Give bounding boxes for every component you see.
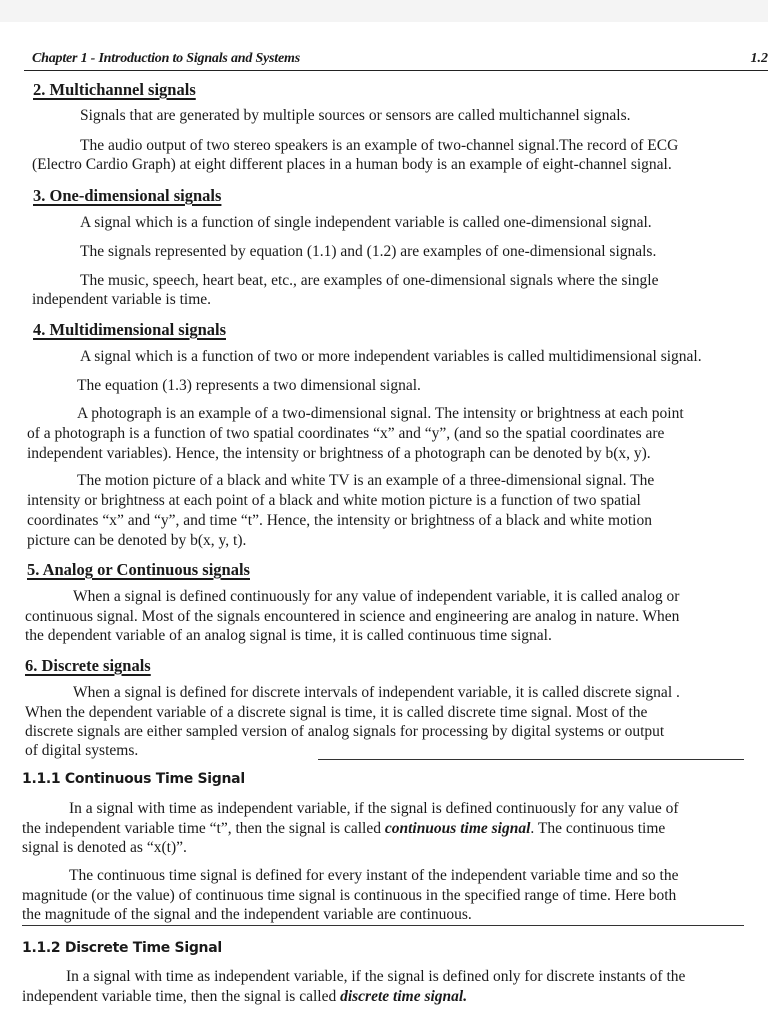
divider-rule [318,759,744,760]
heading-discrete: 6. Discrete signals [25,656,151,675]
heading-discrete-time-signal: 1.1.2 Discrete Time Signal [22,940,222,956]
text-run: independent variable time, then the signal is called [22,988,341,1005]
divider-rule [22,925,744,926]
paragraph-line: When a signal is defined for discrete intervals of independent variable, it is called discrete signal . [73,684,680,701]
paragraph-line: A signal which is a function of single independent variable is called one-dimensional signal. [80,214,652,231]
paragraph-line [22,819,665,839]
paragraph-line: In a signal with time as independent variable, if the signal is defined continuously for any value of [69,800,679,817]
paragraph-line: The music, speech, heart beat, etc., are examples of one-dimensional signals where the single [80,272,659,289]
paragraph-line: coordinates “x” and “y”, and time “t”. Hence, the intensity or brightness of a black and white motion [27,512,652,529]
paragraph-line: the magnitude of the signal and the independent variable are continuous. [22,906,472,923]
heading-continuous-time-signal: 1.1.1 Continuous Time Signal [22,771,245,787]
paragraph-line: When a signal is defined continuously for any value of independent variable, it is called analog or [73,588,680,605]
paragraph-line: A signal which is a function of two or more independent variables is called multidimensional signal. [80,348,702,365]
paragraph-line: continuous signal. Most of the signals encountered in science and engineering are analog in nature. When [25,608,680,625]
text-run: . The continuous time [530,820,666,837]
paragraph-line: The signals represented by equation (1.1) and (1.2) are examples of one-dimensional signals. [80,243,657,260]
paragraph-line: Signals that are generated by multiple sources or sensors are called multichannel signals. [80,107,631,124]
page-number: 1.2 [750,51,768,66]
paragraph-line: picture can be denoted by b(x, y, t). [27,532,247,549]
paragraph-line: In a signal with time as independent variable, if the signal is defined only for discrete instants of the [66,968,686,985]
heading-multichannel: 2. Multichannel signals [33,80,196,99]
paragraph-line: of a photograph is a function of two spatial coordinates “x” and “y”, (and so the spatial coordinates are [27,425,665,442]
paragraph-line: The equation (1.3) represents a two dimensional signal. [77,377,421,394]
paragraph-line: the dependent variable of an analog signal is time, it is called continuous time signal. [25,627,552,644]
page-header [24,50,768,71]
heading-multidimensional: 4. Multidimensional signals [33,320,226,339]
text-run: the independent variable time “t”, then the signal is called [22,820,385,837]
paragraph-line: When the dependent variable of a discrete signal is time, it is called discrete time signal. Most of the [25,704,648,721]
paragraph-line: independent variables). Hence, the intensity or brightness of a photograph can be denoted by b(x, y). [27,445,651,462]
paragraph-line: The continuous time signal is defined for every instant of the independent variable time and so the [69,867,679,884]
paragraph-line: signal is denoted as “x(t)”. [22,839,187,856]
paragraph-line: A photograph is an example of a two-dimensional signal. The intensity or brightness at each point [77,405,684,422]
paragraph-line: The audio output of two stereo speakers is an example of two-channel signal.The record of ECG [80,137,679,154]
paragraph-line: magnitude (or the value) of continuous time signal is continuous in the specified range of time. Here both [22,887,677,904]
term-discrete-time-signal: discrete time signal. [340,988,468,1005]
paragraph-line [22,987,467,1007]
term-continuous-time-signal: continuous time signal [384,820,531,837]
paragraph-line: discrete signals are either sampled version of analog signals for processing by digital systems or output [25,723,665,740]
paragraph-line: intensity or brightness at each point of a black and white motion picture is a function of two spatial [27,492,641,509]
chapter-title: Chapter 1 - Introduction to Signals and Systems [32,51,300,66]
paragraph-line: The motion picture of a black and white TV is an example of a three-dimensional signal. The [77,472,655,489]
heading-analog: 5. Analog or Continuous signals [27,560,250,579]
paragraph-line: of digital systems. [25,742,139,759]
paragraph-line: (Electro Cardio Graph) at eight different places in a human body is an example of eight-channel signal. [32,156,672,173]
heading-one-dimensional: 3. One-dimensional signals [33,186,222,205]
scan-top-margin [0,0,768,22]
paragraph-line: independent variable is time. [32,291,212,308]
